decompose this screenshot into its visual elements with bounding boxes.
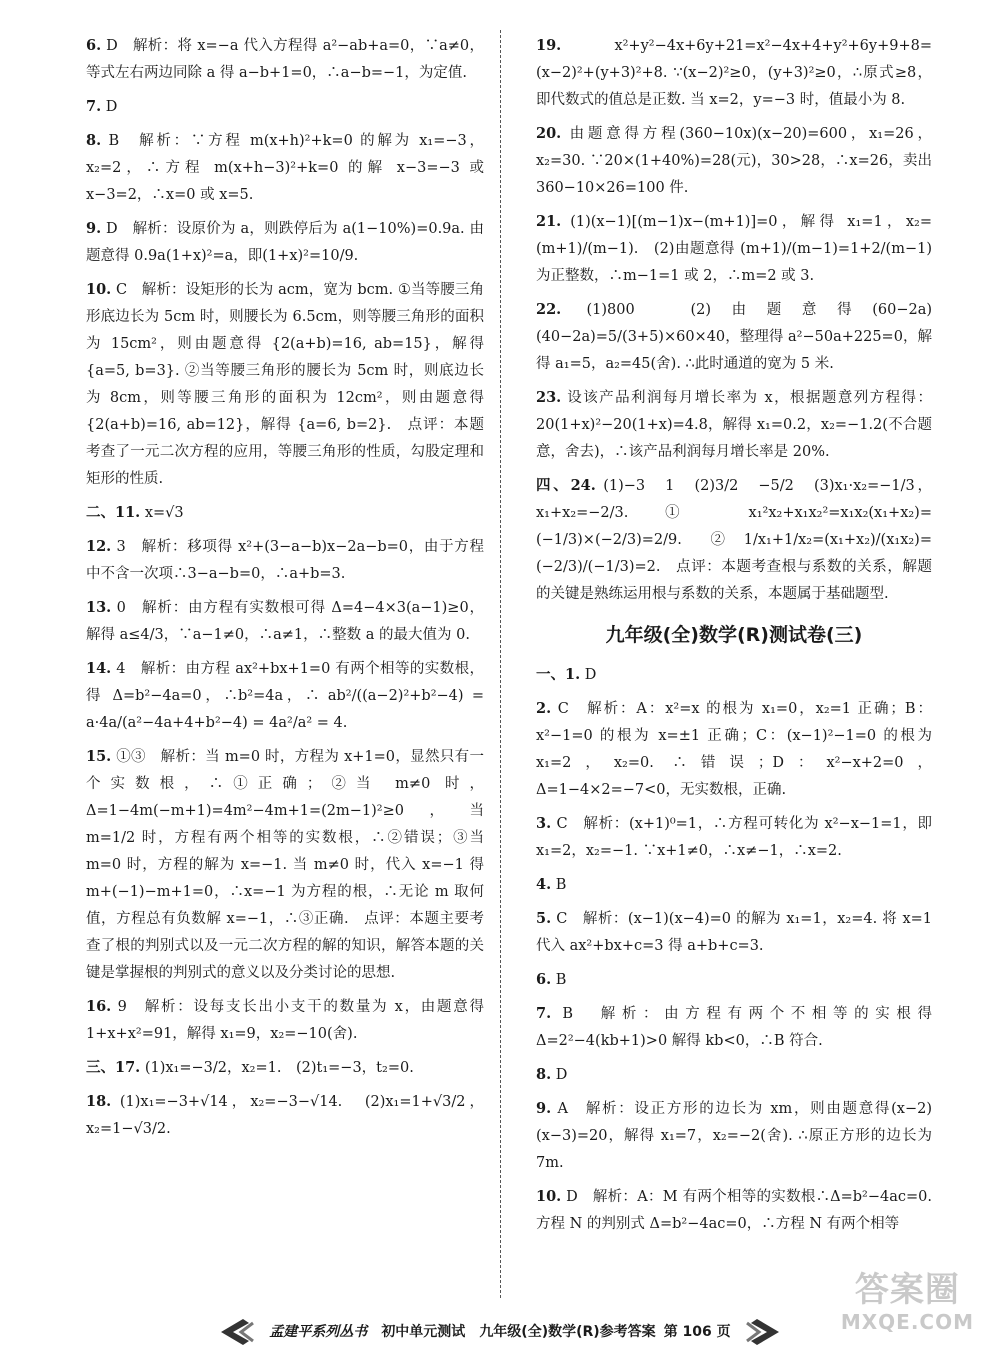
answer-item: 四、24. (1)−3 1 (2)3/2 −5/2 (3)x₁·x₂=−1/3，x₁+x₂=−2/3. ① x₁²x₂+x₁x₂²=x₁x₂(x₁+x₂)=(−1/3)×(−2/3)=2/9. ② 1/x₁+1/x₂=(x₁+x₂)/(x₁x₂)=(−2/3)/(−1/3)=2. 点评：本题考查根与系数的关系，解题的关键是熟练运用根与系数的关系，本题属于基础题型. xyxy=(536,477,933,602)
answer-item: 3. C 解析：(x+1)⁰=1，∴方程可转化为 x²−x−1=1，即 x₁=2，x₂=−1. ∵x+1≠0，∴x≠−1，∴x=2. xyxy=(536,815,933,859)
answer-item: 12. 3 解析：移项得 x²+(3−a−b)x−2a−b=0，由于方程中不含一次项∴3−a−b=0，∴a+b=3. xyxy=(86,538,485,582)
answer-item: 6. D 解析：将 x=−a 代入方程得 a²−ab+a=0，∵a≠0，等式左右两边同除 a 得 a−b+1=0，∴a−b=−1，为定值. xyxy=(86,37,484,81)
right-column xyxy=(536,32,932,1244)
answer-item: 7. D xyxy=(86,98,118,115)
watermark-url: MXQE.COM xyxy=(840,1310,974,1334)
answer-item: 14. 4 解析：由方程 ax²+bx+1=0 有两个相等的实数根，得 Δ=b²−4a=0，∴b²=4a，∴ ab²/((a−2)²+b²−4) = a·4a/(a²−4a+4+b²−4) = 4a²/a² = 4. xyxy=(86,660,485,731)
answer-item: 一、1. D xyxy=(536,666,597,683)
answer-item: 5. C 解析：(x−1)(x−4)=0 的解为 x₁=1，x₂=4. 将 x=1 代入 ax²+bx+c=3 得 a+b+c=3. xyxy=(536,910,932,954)
right-chevron-icon xyxy=(745,1317,787,1347)
series-name: 孟建平系列丛书 xyxy=(269,1323,368,1340)
answer-item: 二、11. x=√3 xyxy=(86,504,184,521)
answer-item: 2. C 解析：A：x²=x 的根为 x₁=0，x₂=1 正确；B：x²−1=0 的根为 x=±1 正确；C：(x−1)²−1=0 的根为 x₁=2，x₂=0. ∴错误；D：x²−x+2=0，Δ=1−4×2=−7<0，无实数根，正确. xyxy=(536,700,932,798)
answer-item: 4. B xyxy=(536,876,567,893)
page-number: 第 106 页 xyxy=(663,1323,731,1340)
answer-item: 三、17. (1)x₁=−3/2，x₂=1. (2)t₁=−3，t₂=0. xyxy=(86,1059,414,1076)
answer-item: 6. B xyxy=(536,971,567,988)
left-column xyxy=(86,32,484,1149)
answer-item: 19. x²+y²−4x+6y+21=x²−4x+4+y²+6y+9+8=(x−2)²+(y+3)²+8. ∵(x−2)²≥0，(y+3)²≥0，∴原式≥8，即代数式的值总是正数. 当 x=2，y=−3 时，值最小为 8. xyxy=(536,37,932,108)
answer-item: 9. D 解析：设原价为 a，则跌停后为 a(1−10%)=0.9a. 由题意得 0.9a(1+x)²=a，即(1+x)²=10/9. xyxy=(86,220,484,264)
answer-item: 9. A 解析：设正方形的边长为 xm，则由题意得(x−2)(x−3)=20，解得 x₁=7，x₂=−2(舍). ∴原正方形的边长为 7m. xyxy=(536,1100,933,1171)
answer-item: 8. D xyxy=(536,1066,568,1083)
answer-item: 21. (1)(x−1)[(m−1)x−(m+1)]=0，解得 x₁=1，x₂=(m+1)/(m−1). (2)由题意得 (m+1)/(m−1)=1+2/(m−1) 为正整数，∴m−1=1 或 2，∴m=2 或 3. xyxy=(536,213,932,284)
answer-item: 18. (1)x₁=−3+√14，x₂=−3−√14. (2)x₁=1+√3/2，x₂=1−√3/2. xyxy=(86,1093,484,1137)
subject-title: 九年级(全)数学(R)参考答案 xyxy=(479,1323,656,1340)
answer-item: 8. B 解析：∵方程 m(x+h)²+k=0 的解为 x₁=−3，x₂=2，∴方程 m(x+h−3)²+k=0 的解 x−3=−3 或 x−3=2，∴x=0 或 x=5. xyxy=(86,132,484,203)
answer-item: 15. ①③ 解析：当 m=0 时，方程为 x+1=0，显然只有一个实数根，∴①正确；②当 m≠0 时，Δ=1−4m(−m+1)=4m²−4m+1=(2m−1)²≥0，当 m=1/2 时，方程有两个相等的实数根，∴②错误；③当 m=0 时，方程的解为 x=−1. 当 m≠0 时，代入 x=−1 得 m+(−1)−m+1=0，∴x=−1 为方程的根，∴无论 m 取何值，方程总有负数解 x=−1，∴③正确. 点评：本题主要考查了根的判别式以及一元二次方程的解的知识，解答本题的关键是掌握根的判别式的意义以及分类讨论的思想. xyxy=(86,748,484,981)
watermark-title: 答案圈 xyxy=(854,1270,960,1310)
section-title: 九年级(全)数学(R)测试卷(三) xyxy=(605,624,863,646)
answer-item: 10. C 解析：设矩形的长为 acm，宽为 bcm. ①当等腰三角形底边长为 5cm 时，则腰长为 6.5cm，则等腰三角形的面积为 15cm²，则由题意得 {2(a+b)=16, ab=15}，解得 {a=5, b=3}. ②当等腰三角形的腰长为 5cm 时，则底边长为 8cm，则等腰三角形的面积为 12cm²，则由题意得 {2(a+b)=16, ab=12}，解得 {a=6, b=2}. 点评：本题考查了一元二次方程的应用，等腰三角形的性质，勾股定理和矩形的性质. xyxy=(86,281,484,487)
answer-item: 20. 由题意得方程(360−10x)(x−20)=600，x₁=26，x₂=30. ∵20×(1+40%)=28(元)，30>28，∴x=26，卖出 360−10×26=100 件. xyxy=(536,125,933,196)
answer-item: 23. 设该产品利润每月增长率为 x，根据题意列方程得：20(1+x)²−20(1+x)=4.8，解得 x₁=0.2，x₂=−1.2(不合题意，舍去)，∴该产品利润每月增长率是 20%. xyxy=(536,389,932,460)
answer-item: 10. D 解析：A：M 有两个相等的实数根∴Δ=b²−4ac=0. 方程 N 的判别式 Δ=b²−4ac=0，∴方程 N 有两个相等 xyxy=(536,1188,932,1232)
answer-item: 13. 0 解析：由方程有实数根可得 Δ=4−4×3(a−1)≥0，解得 a≤4/3，∵a−1≠0，∴a≠1，∴整数 a 的最大值为 0. xyxy=(86,599,485,643)
answer-item: 7. B 解析：由方程有两个不相等的实根得 Δ=2²−4(kb+1)>0 解得 kb<0，∴B 符合. xyxy=(536,1005,933,1049)
book-title: 初中单元测试 xyxy=(381,1323,466,1340)
answer-item: 16. 9 解析：设每支长出小支干的数量为 x，由题意得 1+x+x²=91，解得 x₁=9，x₂=−10(舍). xyxy=(86,998,485,1042)
column-divider xyxy=(500,30,501,1298)
watermark xyxy=(841,1270,974,1334)
answer-item: 22. (1)800 (2)由题意得(60−2a)(40−2a)=5/(3+5)×60×40，整理得 a²−50a+225=0，解得 a₁=5，a₂=45(舍). ∴此时通道的宽为 5 米. xyxy=(536,301,932,372)
left-chevron-icon xyxy=(213,1317,255,1347)
